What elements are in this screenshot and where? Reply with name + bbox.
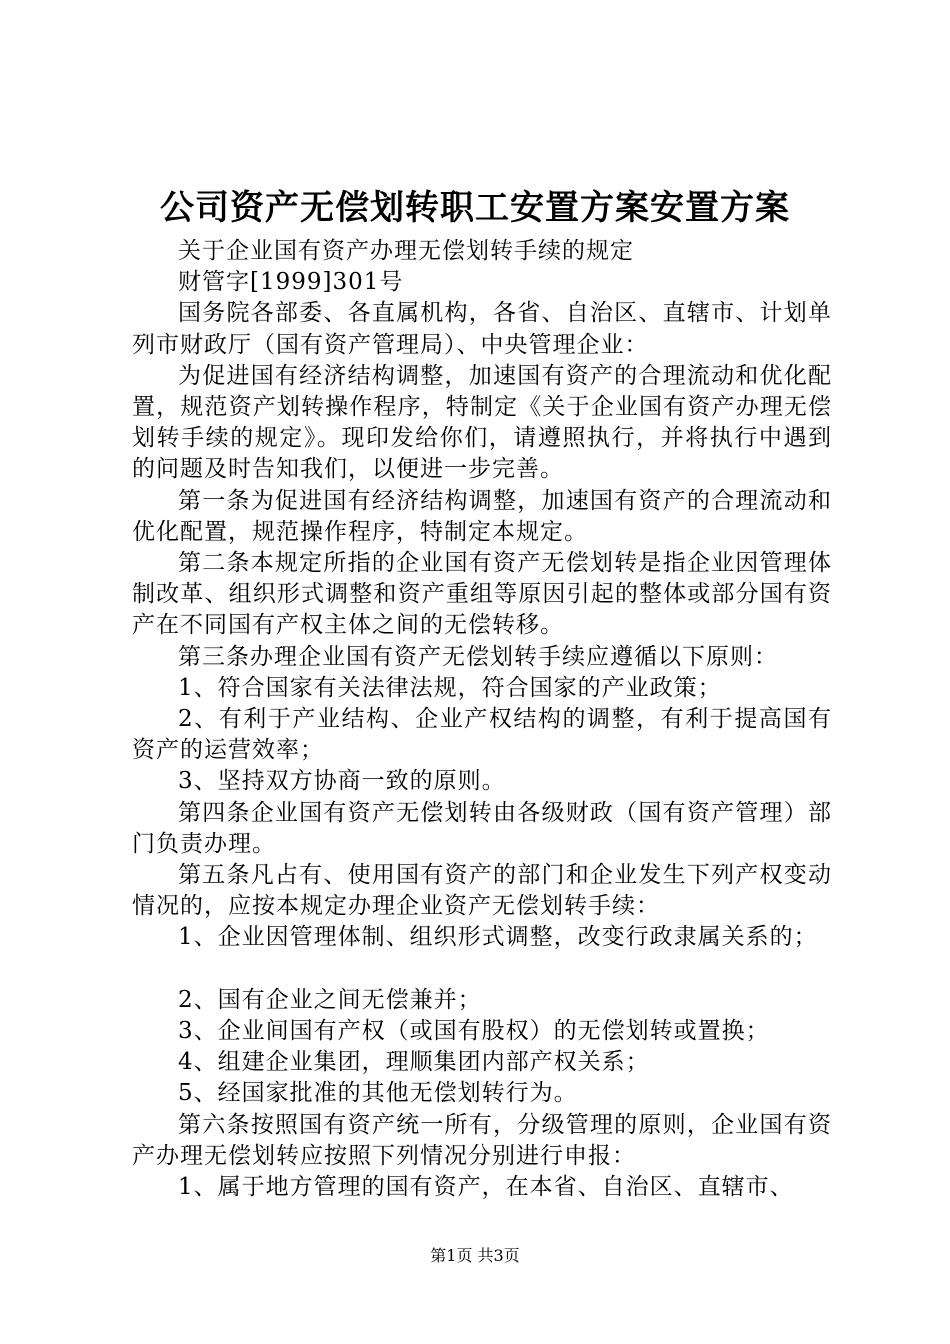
- paragraph: 第三条办理企业国有资产无偿划转手续应遵循以下原则：: [178, 643, 778, 670]
- paragraph: 第四条企业国有资产无偿划转由各级财政（国有资产管理）部门负责办理。: [132, 799, 832, 857]
- paragraph: 第二条本规定所指的企业国有资产无偿划转是指企业因管理体制改革、组织形式调整和资产重组等原因引起的整体或部分国有资产在不同国有产权主体之间的无偿转移。: [132, 550, 832, 639]
- document-body: [132, 236, 832, 1203]
- paragraph: 国务院各部委、各直属机构，各省、自治区、直辖市、计划单列市财政厅（国有资产管理局）、中央管理企业：: [132, 300, 832, 358]
- paragraph: 4、组建企业集团，理顺集团内部产权关系；: [178, 1049, 650, 1076]
- page-footer: 第1页 共3页: [430, 1246, 520, 1265]
- paragraph: 为促进国有经济结构调整，加速国有资产的合理流动和优化配置，规范资产划转操作程序，特制定《关于企业国有资产办理无偿划转手续的规定》。现印发给你们，请遵照执行，并将执行中遇到的问题及时告知我们，以便进一步完善。: [132, 362, 832, 483]
- paragraph: 第六条按照国有资产统一所有，分级管理的原则，企业国有资产办理无偿划转应按照下列情况分别进行申报：: [132, 1111, 832, 1169]
- paragraph: 财管字[1999]301号: [178, 269, 404, 296]
- paragraph: 2、国有企业之间无偿兼并；: [178, 986, 482, 1013]
- document-title: 公司资产无偿划转职工安置方案安置方案: [160, 188, 790, 228]
- paragraph: 1、企业因管理体制、组织形式调整，改变行政隶属关系的；: [178, 924, 818, 951]
- paragraph: 第一条为促进国有经济结构调整，加速国有资产的合理流动和优化配置，规范操作程序，特制定本规定。: [132, 487, 832, 545]
- paragraph: 3、坚持双方协商一致的原则。: [178, 768, 506, 795]
- paragraph: 关于企业国有资产办理无偿划转手续的规定: [178, 238, 634, 264]
- paragraph: 3、企业间国有产权（或国有股权）的无偿划转或置换；: [178, 1018, 770, 1045]
- paragraph: 2、有利于产业结构、企业产权结构的调整，有利于提高国有资产的运营效率；: [132, 706, 832, 764]
- paragraph: 1、属于地方管理的国有资产，在本省、自治区、直辖市、: [178, 1174, 794, 1201]
- paragraph: 5、经国家批准的其他无偿划转行为。: [178, 1080, 578, 1107]
- paragraph: 1、符合国家有关法律法规，符合国家的产业政策；: [178, 674, 722, 701]
- paragraph: 第五条凡占有、使用国有资产的部门和企业发生下列产权变动情况的，应按本规定办理企业资产无偿划转手续：: [132, 862, 832, 920]
